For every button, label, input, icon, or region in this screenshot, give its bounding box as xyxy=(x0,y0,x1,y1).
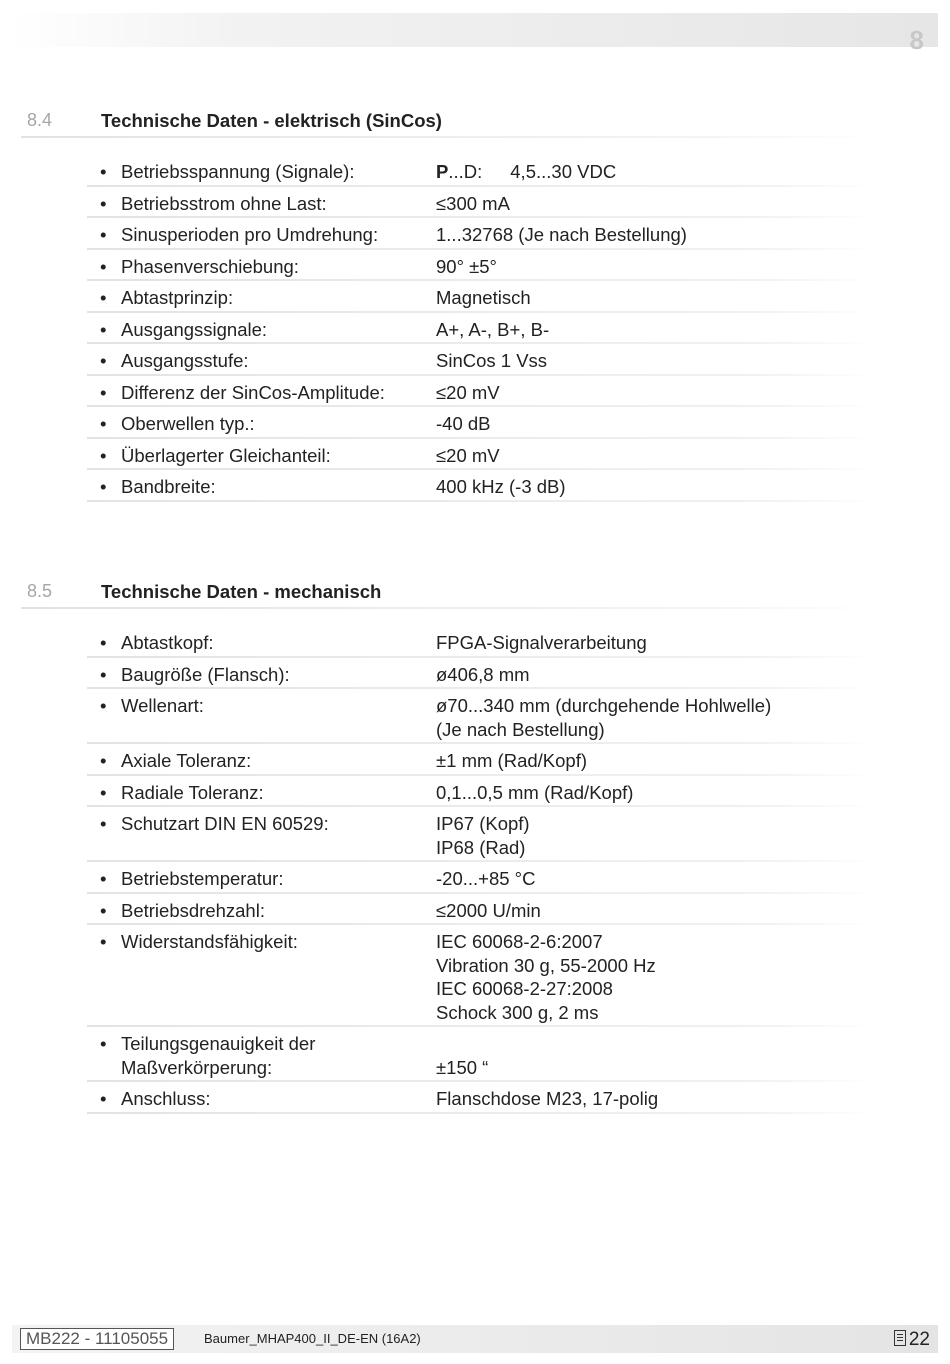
spec-row xyxy=(87,862,877,894)
spec-value: ≤20 mV xyxy=(436,381,500,403)
spec-value: ±150 “ xyxy=(436,1056,489,1078)
bullet: • xyxy=(100,1088,107,1109)
bullet: • xyxy=(100,255,107,277)
spec-row xyxy=(87,925,877,1027)
bullet: • xyxy=(100,632,107,653)
spec-label: Bandbreite: xyxy=(121,476,216,497)
bullet: • xyxy=(100,381,107,403)
bullet: • xyxy=(100,1033,107,1054)
section-title: Technische Daten - mechanisch xyxy=(101,581,382,602)
spec-label: Schutzart DIN EN 60529: xyxy=(121,813,329,834)
spec-label: Abtastprinzip: xyxy=(121,287,234,308)
spec-label: Überlagerter Gleichanteil: xyxy=(121,444,331,466)
spec-value: Magnetisch xyxy=(436,287,531,308)
spec-value: Flanschdose M23, 17-polig xyxy=(436,1088,659,1109)
spec-row xyxy=(87,155,877,187)
spec-label: Betriebsdrehzahl: xyxy=(121,899,265,921)
spec-label: Radiale Toleranz: xyxy=(121,781,264,803)
section-heading-electrical xyxy=(21,108,881,138)
section-number: 8.5 xyxy=(27,581,53,601)
spec-value: -20...+85 °C xyxy=(436,868,536,889)
spec-label: Oberwellen typ.: xyxy=(121,413,255,434)
spec-value: IP67 (Kopf) IP68 (Rad) xyxy=(436,813,530,858)
spec-row xyxy=(87,250,877,282)
spec-row xyxy=(87,894,877,926)
spec-label: Ausgangssignale: xyxy=(121,318,268,340)
page-number-text: 22 xyxy=(908,1329,930,1350)
spec-value: 1...32768 (Je nach Bestellung) xyxy=(436,224,687,245)
bullet: • xyxy=(100,663,107,685)
bullet: • xyxy=(100,318,107,340)
bullet: • xyxy=(100,287,107,308)
spec-value: ≤300 mA xyxy=(436,192,510,214)
spec-value: ±1 mm (Rad/Kopf) xyxy=(436,750,587,771)
spec-value: SinCos 1 Vss xyxy=(436,350,548,371)
spec-row xyxy=(87,313,877,345)
spec-list-electrical xyxy=(87,155,877,502)
spec-value: A+, A-, B+, B- xyxy=(436,318,550,340)
value-mid: ...D: xyxy=(448,161,483,182)
bullet: • xyxy=(100,413,107,434)
section-number: 8.4 xyxy=(27,110,53,130)
spec-value: ø406,8 mm xyxy=(436,663,530,685)
header-band xyxy=(12,13,938,55)
spec-label: Anschluss: xyxy=(121,1088,211,1109)
footer xyxy=(12,1325,938,1353)
section-title: Technische Daten - elektrisch (SinCos) xyxy=(101,110,442,131)
spec-label: Differenz der SinCos-Amplitude: xyxy=(121,381,385,403)
spec-row xyxy=(87,626,877,658)
bullet: • xyxy=(100,931,107,952)
bullet: • xyxy=(100,899,107,921)
spec-value: ≤2000 U/min xyxy=(436,899,541,921)
document-name: Baumer_MHAP400_II_DE-EN (16A2) xyxy=(204,1331,421,1346)
spec-label: Ausgangsstufe: xyxy=(121,350,249,371)
spec-label: Wellenart: xyxy=(121,695,204,716)
spec-value: 90° ±5° xyxy=(436,255,497,277)
spec-row xyxy=(87,1082,877,1114)
spec-row xyxy=(87,776,877,808)
spec-value: 400 kHz (-3 dB) xyxy=(436,476,566,497)
document-icon xyxy=(894,1330,906,1346)
bullet: • xyxy=(100,868,107,889)
spec-row xyxy=(87,470,877,502)
bullet: • xyxy=(100,444,107,466)
spec-value xyxy=(436,160,616,184)
spec-value: -40 dB xyxy=(436,413,491,434)
spec-label: Widerstandsfähigkeit: xyxy=(121,931,298,952)
bullet: • xyxy=(100,695,107,716)
spec-label: Abtastkopf: xyxy=(121,632,214,653)
bullet: • xyxy=(100,161,107,182)
spec-row xyxy=(87,407,877,439)
value-rest: 4,5...30 VDC xyxy=(510,161,617,182)
section-heading-mechanical xyxy=(21,579,881,609)
spec-row xyxy=(87,218,877,250)
spec-label: Axiale Toleranz: xyxy=(121,750,252,771)
spec-value: IEC 60068-2-6:2007 Vibration 30 g, 55-2000 Hz IEC 60068-2-27:2008 Schock 300 g, 2 ms xyxy=(436,931,656,1023)
spec-label: Baugröße (Flansch): xyxy=(121,663,290,685)
spec-row xyxy=(87,689,877,744)
chapter-number: 8 xyxy=(909,25,924,55)
spec-row xyxy=(87,376,877,408)
bullet: • xyxy=(100,192,107,214)
spec-label: Betriebsspannung (Signale): xyxy=(121,161,355,182)
spec-value: 0,1...0,5 mm (Rad/Kopf) xyxy=(436,781,634,803)
document-code: MB222 - 11105055 xyxy=(20,1328,174,1350)
bullet: • xyxy=(100,781,107,803)
page-number xyxy=(894,1329,930,1351)
bullet: • xyxy=(100,813,107,834)
spec-label: Sinusperioden pro Umdrehung: xyxy=(121,224,379,245)
spec-label: Teilungsgenauigkeit der Maßverkörperung: xyxy=(121,1033,316,1078)
spec-label: Phasenverschiebung: xyxy=(121,255,299,277)
spec-row xyxy=(87,187,877,219)
bullet: • xyxy=(100,224,107,245)
bullet: • xyxy=(100,350,107,371)
spec-list-mechanical xyxy=(87,626,877,1114)
value-prefix: P xyxy=(436,161,449,182)
spec-row xyxy=(87,1027,877,1082)
spec-row xyxy=(87,807,877,862)
spec-value: ≤20 mV xyxy=(436,444,500,466)
bullet: • xyxy=(100,476,107,497)
spec-label: Betriebsstrom ohne Last: xyxy=(121,192,327,214)
spec-row xyxy=(87,344,877,376)
spec-row xyxy=(87,439,877,471)
spec-label: Betriebstemperatur: xyxy=(121,868,284,889)
bullet: • xyxy=(100,750,107,771)
spec-row xyxy=(87,658,877,690)
spec-row xyxy=(87,281,877,313)
spec-row xyxy=(87,744,877,776)
spec-value: ø70...340 mm (durchgehende Hohlwelle) (Je nach Bestellung) xyxy=(436,695,772,740)
spec-value: FPGA-Signalverarbeitung xyxy=(436,632,647,653)
